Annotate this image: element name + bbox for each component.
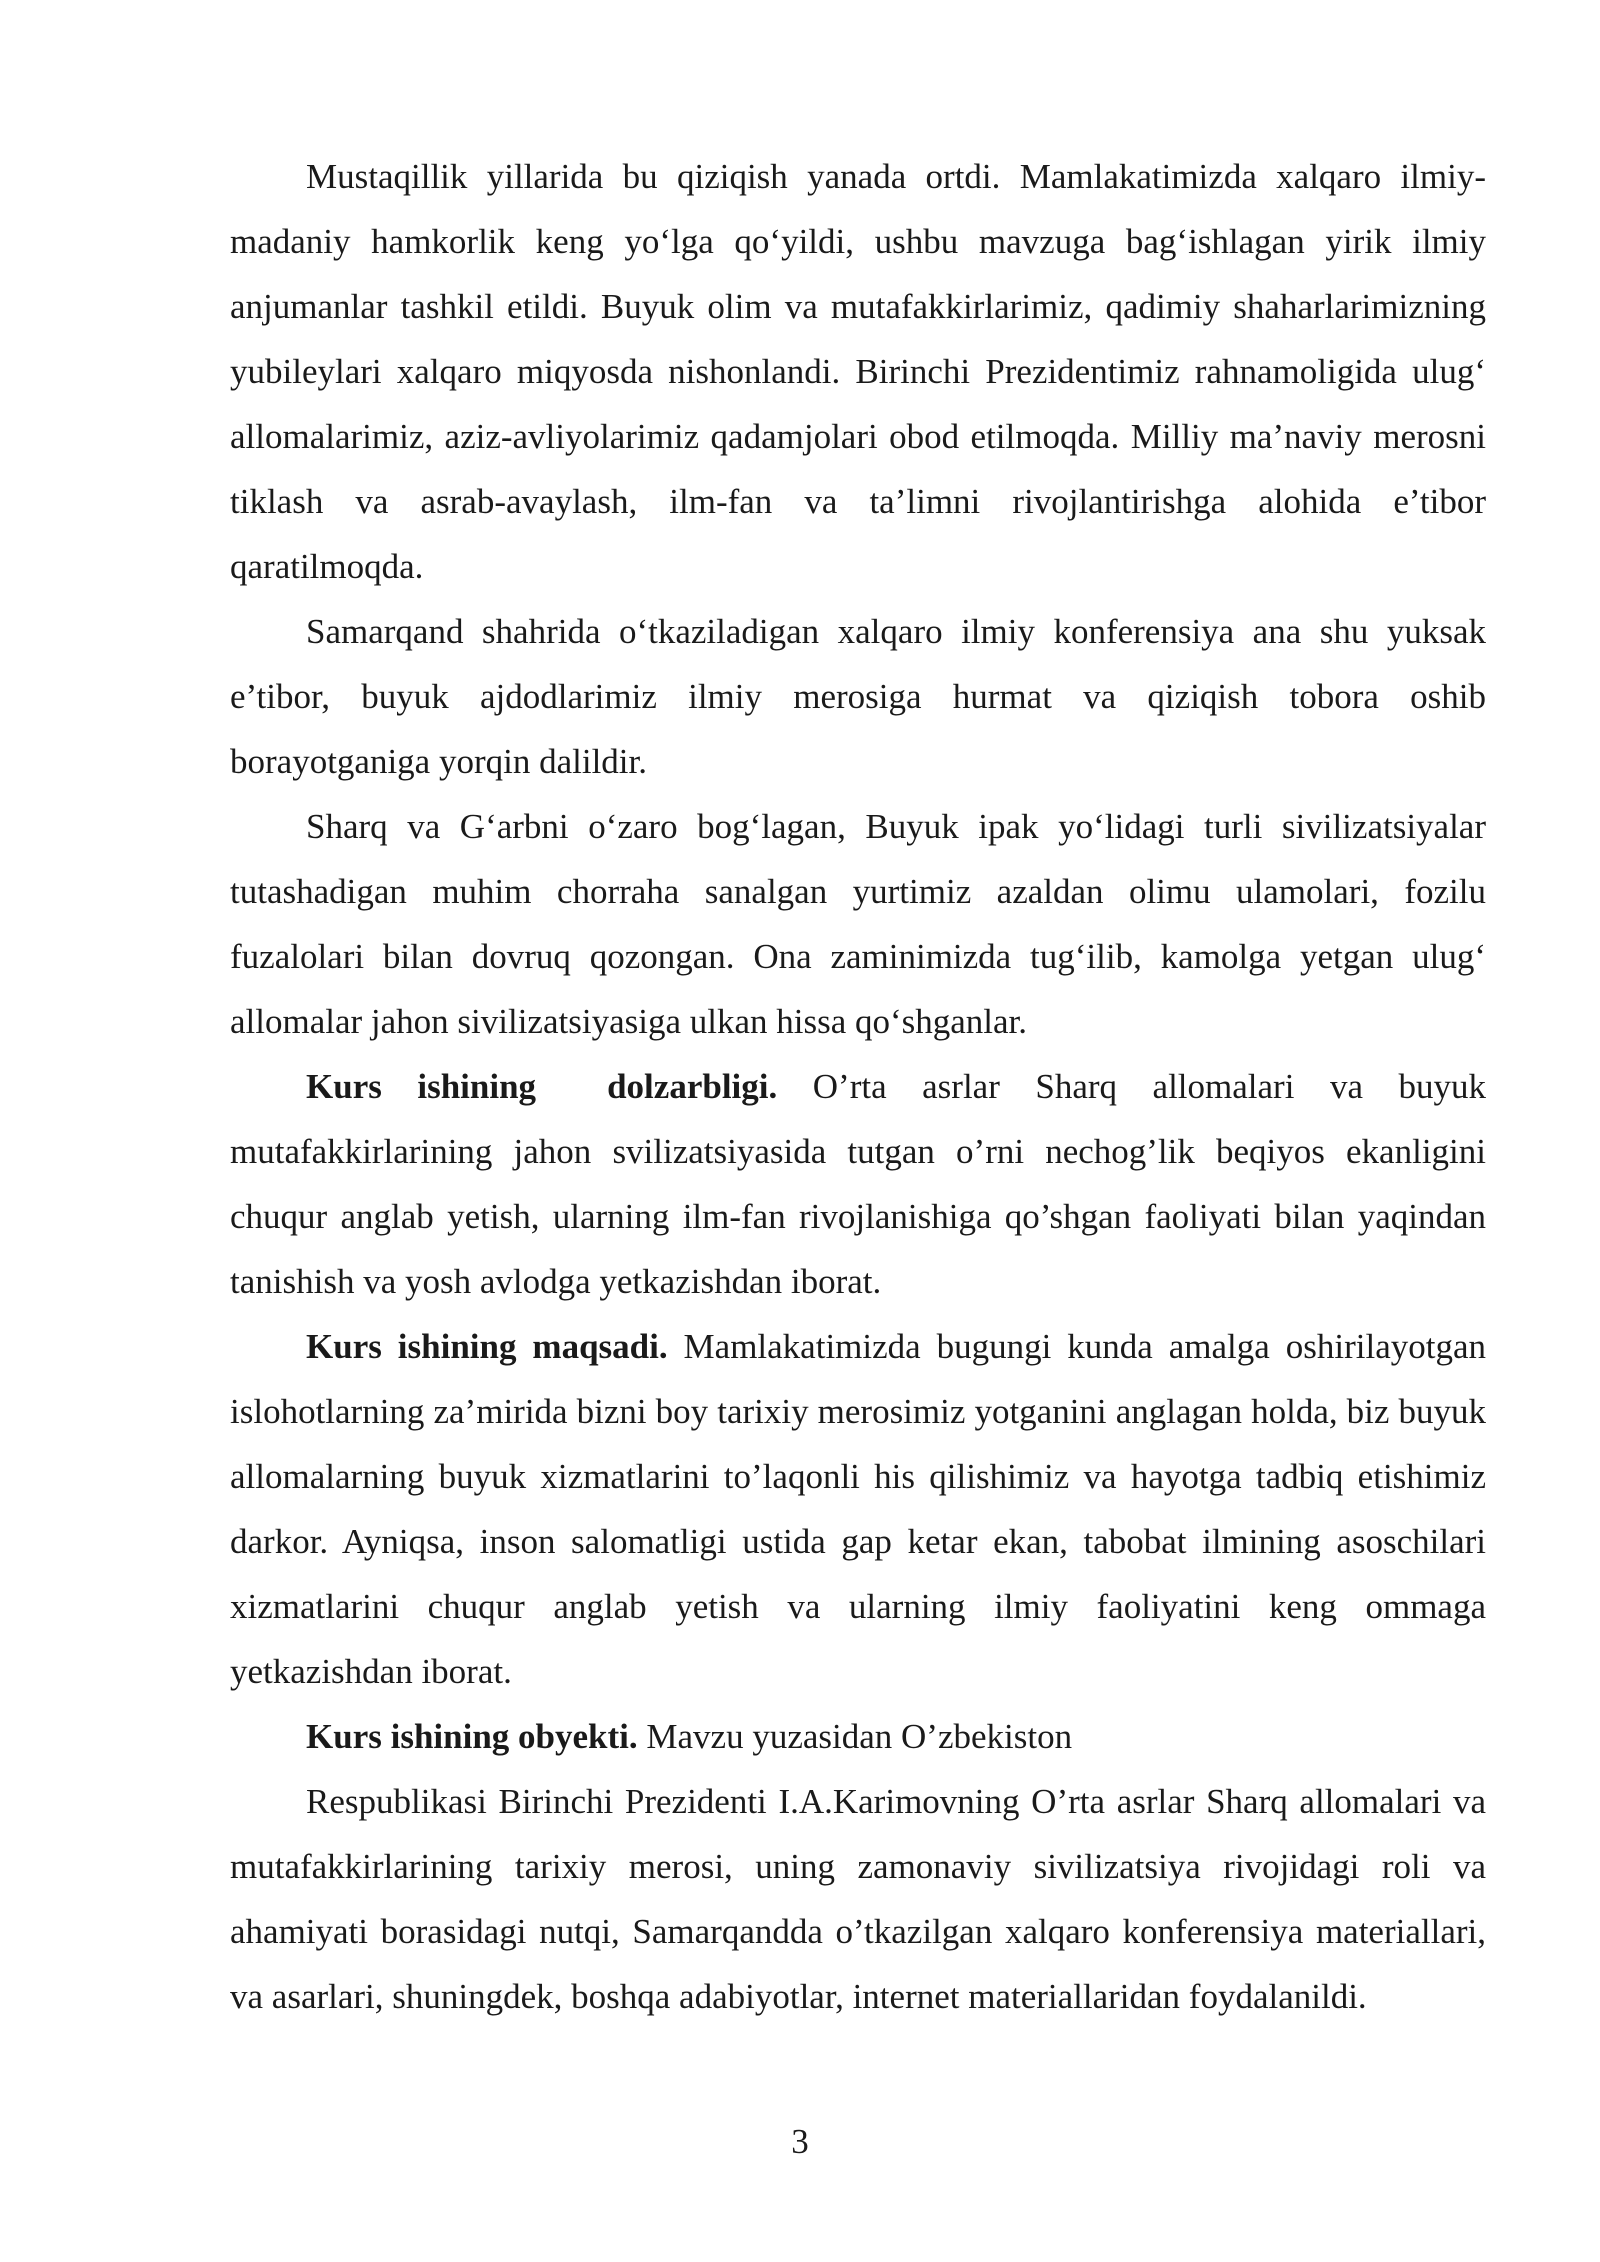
paragraph-text: Mavzu yuzasidan O’zbekiston <box>637 1717 1073 1756</box>
body-text <box>230 144 1486 2029</box>
paragraph-text: Sharq va G‘arbni o‘zaro bog‘lagan, Buyuk ipak yo‘lidagi turli sivilizatsiyalar tutashadigan muhim chorraha sanalgan yurtimiz azaldan olimu ulamolari, fozilu fuzalolari bilan dovruq qozongan. Ona zaminimizda tug‘ilib, kamolga yetgan ulug‘ allomalar jahon sivilizatsiyasiga ulkan hissa qo‘shganlar. <box>230 807 1486 1041</box>
page-number: 3 <box>791 2122 809 2161</box>
paragraph-purpose <box>230 1314 1486 1704</box>
paragraph-object <box>230 1704 1486 1769</box>
paragraph-text: O’rta asrlar Sharq allomalari va buyuk mutafakkirlarining jahon svilizatsiyasida tutgan o’rni nechog’lik beqiyos ekanligini chuqur anglab yetish, ularning ilm-fan rivojlanishiga qo’shgan faoliyati bilan yaqindan tanishish va yosh avlodga yetkazishdan iborat. <box>230 1067 1487 1301</box>
paragraph-east-west <box>230 794 1486 1054</box>
paragraph-text: Samarqand shahrida o‘tkaziladigan xalqaro ilmiy konferensiya ana shu yuksak e’tibor, buyuk ajdodlarimiz ilmiy merosiga hurmat va qiziqish tobora oshib borayotganiga yorqin dalildir. <box>230 612 1486 781</box>
paragraph-text: Mamlakatimizda bugungi kunda amalga oshirilayotgan islohotlarning za’mirida bizni boy tarixiy merosimiz yotganini anglagan holda, biz buyuk allomalarning buyuk xizmatlarini to’laqonli his qilishimiz va hayotga tadbiq etishimiz darkor. Ayniqsa, inson salomatligi ustida gap ketar ekan, tabobat ilmining asoschilari xizmatlarini chuqur anglab yetish va ularning ilmiy faoliyatini keng ommaga yetkazishdan iborat. <box>230 1327 1486 1691</box>
relevance-heading: Kurs ishining dolzarbligi. <box>306 1067 778 1106</box>
paragraph-text: Mustaqillik yillarida bu qiziqish yanada ortdi. Mamlakatimizda xalqaro ilmiy-madaniy hamkorlik keng yo‘lga qo‘yildi, ushbu mavzuga bag‘ishlagan yirik ilmiy anjumanlar tashkil etildi. Buyuk olim va mutafakkirlarimiz, qadimiy shaharlarimizning yubileylari xalqaro miqyosda nishonlandi. Birinchi Prezidentimiz rahnamoligida ulug‘ allomalarimiz, aziz-avliyolarimiz qadamjolari obod etilmoqda. Milliy ma’naviy merosni tiklash va asrab-avaylash, ilm-fan va ta’limni rivojlantirishga alohida e’tibor qaratilmoqda. <box>230 157 1486 586</box>
paragraph-independence-interest <box>230 144 1486 599</box>
paragraph-relevance <box>230 1054 1486 1314</box>
object-heading: Kurs ishining obyekti. <box>306 1717 638 1756</box>
paragraph-text: Respublikasi Birinchi Prezidenti I.A.Karimovning O’rta asrlar Sharq allomalari va mutafakkirlarining tarixiy merosi, uning zamonaviy sivilizatsiya rivojidagi roli va ahamiyati borasidagi nutqi, Samarqandda o’tkazilgan xalqaro konferensiya materiallari, va asarlari, shuningdek, boshqa adabiyotlar, internet materiallaridan foydalanildi. <box>230 1782 1486 2016</box>
paragraph-sources <box>230 1769 1486 2029</box>
paragraph-samarkand-conference <box>230 599 1486 794</box>
purpose-heading: Kurs ishining maqsadi. <box>306 1327 668 1366</box>
